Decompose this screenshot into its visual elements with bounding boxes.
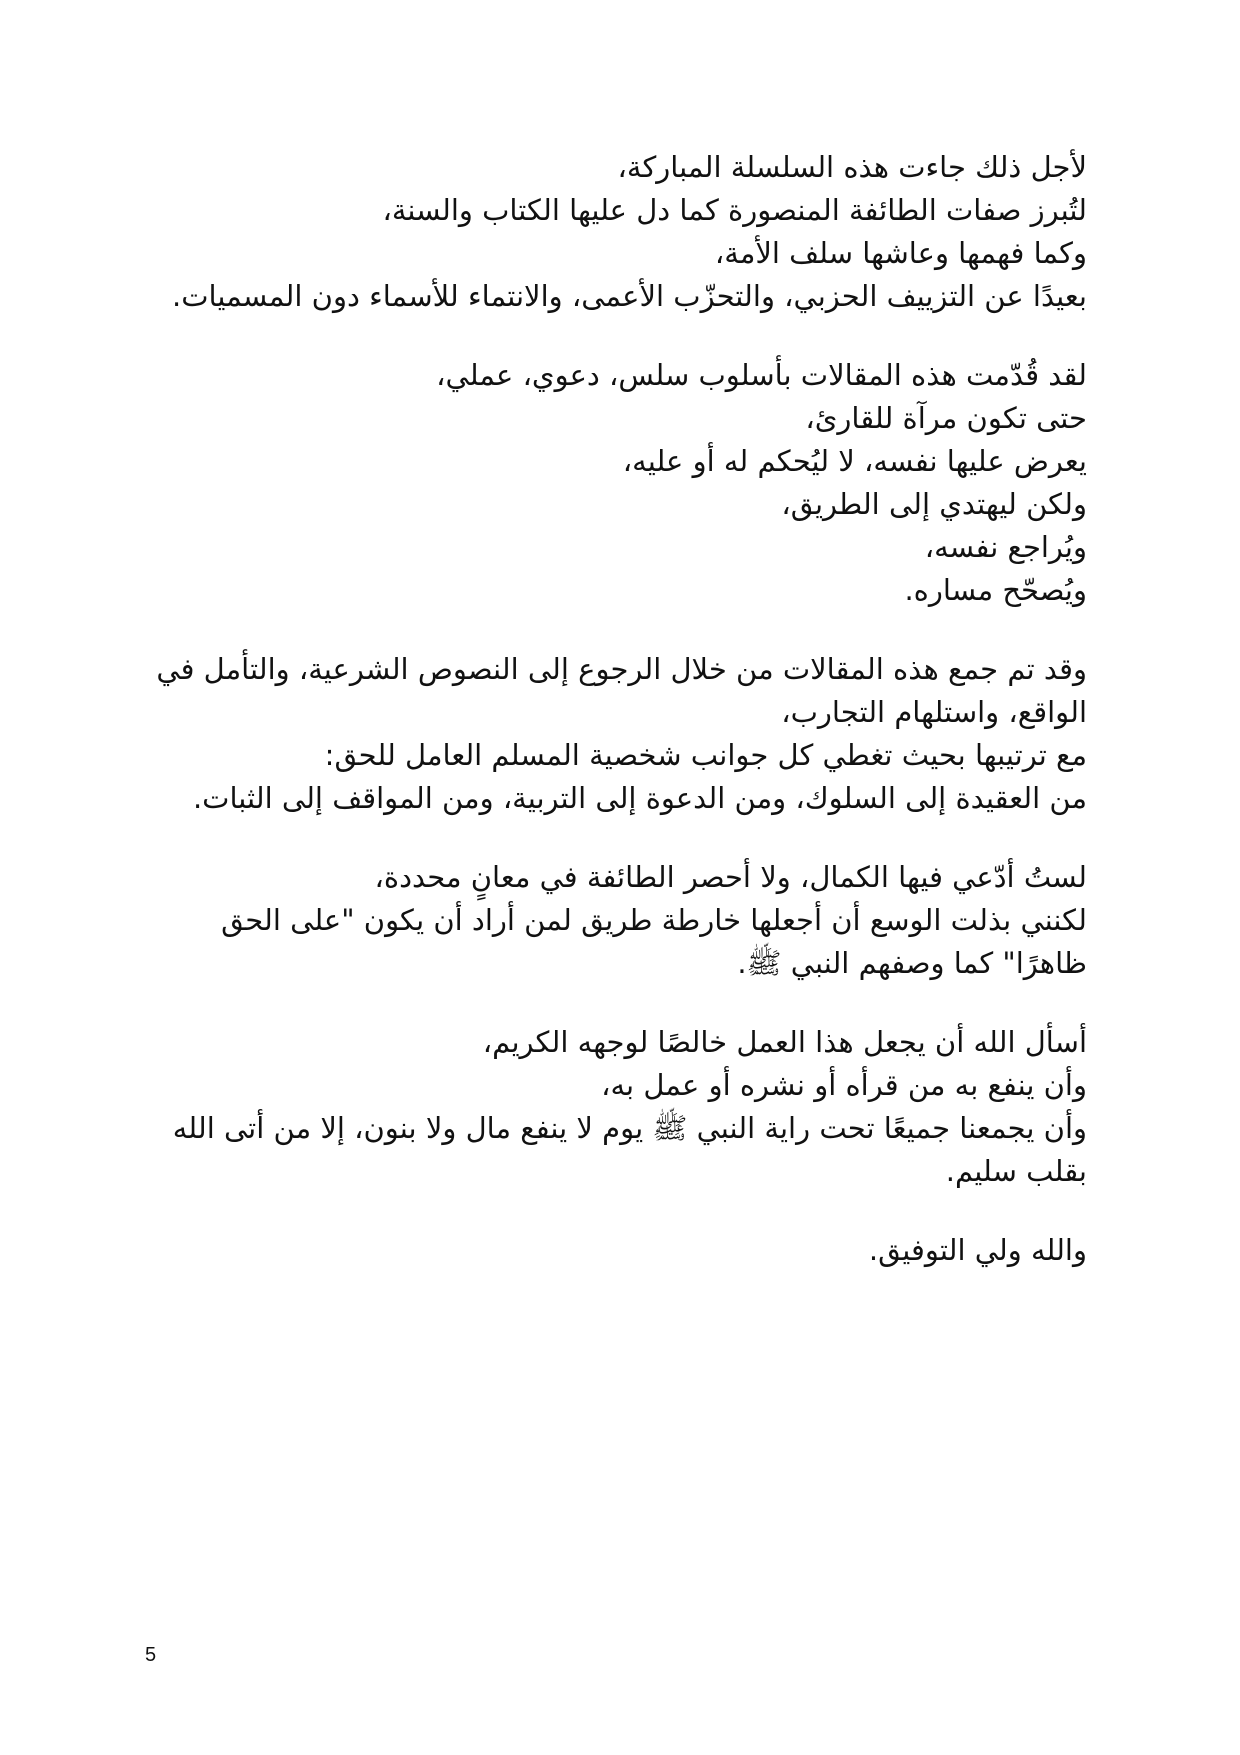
paragraph-5: [147, 1021, 1087, 1193]
text-line: لأجل ذلك جاءت هذه السلسلة المباركة،: [617, 150, 1087, 184]
text-line: وكما فهمها وعاشها سلف الأمة،: [714, 236, 1087, 270]
text-line: لكنني بذلت الوسع أن أجعلها خارطة طريق لمن أراد أن يكون "على الحق ظاهرًا" كما وصفهم النبي ﷺ.: [221, 903, 1087, 980]
text-line: بعيدًا عن التزييف الحزبي، والتحزّب الأعمى، والانتماء للأسماء دون المسميات.: [172, 279, 1087, 313]
text-line: ولكن ليهتدي إلى الطريق،: [781, 487, 1087, 521]
paragraph-6: [147, 1229, 1087, 1272]
text-line: ويُراجع نفسه،: [924, 530, 1087, 564]
paragraph-1: [147, 146, 1087, 318]
text-line: حتى تكون مرآة للقارئ،: [805, 401, 1087, 435]
text-line: لتُبرز صفات الطائفة المنصورة كما دل عليها الكتاب والسنة،: [382, 193, 1087, 227]
text-line: والله ولي التوفيق.: [868, 1233, 1087, 1267]
text-line: مع ترتيبها بحيث تغطي كل جوانب شخصية المسلم العامل للحق:: [324, 738, 1087, 772]
text-line: وأن يجمعنا جميعًا تحت راية النبي ﷺ يوم لا ينفع مال ولا بنون، إلا من أتى الله بقلب سليم.: [172, 1111, 1087, 1188]
text-line: ويُصحّح مساره.: [904, 573, 1087, 607]
paragraph-3: [147, 648, 1087, 820]
text-line: يعرض عليها نفسه، لا ليُحكم له أو عليه،: [622, 444, 1087, 478]
text-line: لستُ أدّعي فيها الكمال، ولا أحصر الطائفة في معانٍ محددة،: [374, 860, 1087, 894]
paragraph-2: [147, 354, 1087, 612]
page-number: 5: [145, 1644, 157, 1666]
text-line: وأن ينفع به من قرأه أو نشره أو عمل به،: [601, 1068, 1087, 1102]
body-text: [147, 146, 1087, 1308]
text-line: وقد تم جمع هذه المقالات من خلال الرجوع إلى النصوص الشرعية، والتأمل في الواقع، واستلهام التجارب،: [156, 652, 1087, 729]
text-line: من العقيدة إلى السلوك، ومن الدعوة إلى التربية، ومن المواقف إلى الثبات.: [192, 781, 1087, 815]
text-line: لقد قُدّمت هذه المقالات بأسلوب سلس، دعوي، عملي،: [436, 358, 1087, 392]
text-line: أسأل الله أن يجعل هذا العمل خالصًا لوجهه الكريم،: [482, 1025, 1087, 1059]
paragraph-4: [147, 856, 1087, 985]
